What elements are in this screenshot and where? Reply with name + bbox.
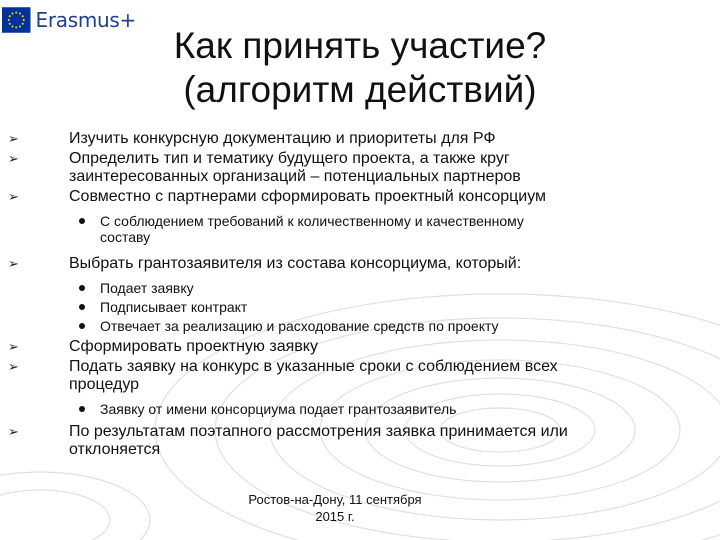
sub-bullet-item: Заявку от имени консорциума подает грантозаявитель bbox=[8, 401, 708, 417]
bullet-item: ➢ Определить тип и тематику будущего проекта, а также круг заинтересованных организаций – потенциальных партнеров bbox=[8, 150, 521, 185]
arrow-bullet-icon: ➢ bbox=[8, 339, 19, 354]
footer-line-2: 2015 г. bbox=[315, 509, 355, 524]
bullet-item: ➢ Выбрать грантозаявителя из состава консорциума, который: bbox=[8, 255, 522, 272]
slide-title bbox=[120, 24, 600, 112]
dot-bullet-icon bbox=[79, 218, 85, 224]
flag-star bbox=[15, 11, 17, 13]
flag-star bbox=[22, 23, 24, 25]
title-line-1: Как принять участие? bbox=[173, 25, 547, 66]
bullet-item: ➢ По результатам поэтапного рассмотрения заявка принимается или отклоняется bbox=[8, 423, 568, 458]
flag-star bbox=[11, 25, 13, 27]
logo-text: Erasmus+ bbox=[35, 8, 136, 32]
sub-bullet-item: Подает заявку bbox=[8, 280, 708, 296]
dot-bullet-icon bbox=[79, 406, 85, 412]
eu-flag-icon bbox=[2, 3, 31, 37]
flag-star bbox=[19, 12, 21, 14]
arrow-bullet-icon: ➢ bbox=[8, 424, 19, 439]
arrow-bullet-icon: ➢ bbox=[8, 151, 19, 166]
footer-caption bbox=[230, 491, 440, 525]
arrow-bullet-icon: ➢ bbox=[8, 131, 19, 146]
flag-star bbox=[19, 25, 21, 27]
flag-star bbox=[9, 15, 11, 17]
sub-bullet-item: С соблюдением требований к количественному и качественному составу bbox=[8, 213, 708, 245]
bullet-item: ➢ Совместно с партнерами сформировать проектный консорциум bbox=[8, 188, 547, 205]
flag-star bbox=[8, 19, 10, 21]
dot-bullet-icon bbox=[79, 323, 85, 329]
arrow-bullet-icon: ➢ bbox=[8, 256, 19, 271]
title-line-2: (алгоритм действий) bbox=[183, 69, 537, 110]
arrow-bullet-icon: ➢ bbox=[8, 359, 19, 374]
sub-bullet-item: Отвечает за реализацию и расходование средств по проекту bbox=[8, 318, 708, 334]
bullet-item: ➢ Сформировать проектную заявку bbox=[8, 338, 318, 355]
sub-bullet-item: Подписывает контракт bbox=[8, 299, 708, 315]
dot-bullet-icon bbox=[79, 285, 85, 291]
flag-star bbox=[9, 23, 11, 25]
flag-star bbox=[22, 15, 24, 17]
flag-star bbox=[15, 26, 17, 28]
erasmus-logo bbox=[2, 2, 136, 38]
footer-line-1: Ростов-на-Дону, 11 сентября bbox=[248, 492, 422, 507]
bullet-item: ➢ Изучить конкурсную документацию и приоритеты для РФ bbox=[8, 130, 496, 147]
flag-star bbox=[11, 12, 13, 14]
bullet-list bbox=[8, 130, 708, 459]
flag-star bbox=[23, 19, 25, 21]
bullet-item: ➢ Подать заявку на конкурс в указанные сроки с соблюдением всех процедур bbox=[8, 358, 558, 393]
dot-bullet-icon bbox=[79, 304, 85, 310]
arrow-bullet-icon: ➢ bbox=[8, 189, 19, 204]
